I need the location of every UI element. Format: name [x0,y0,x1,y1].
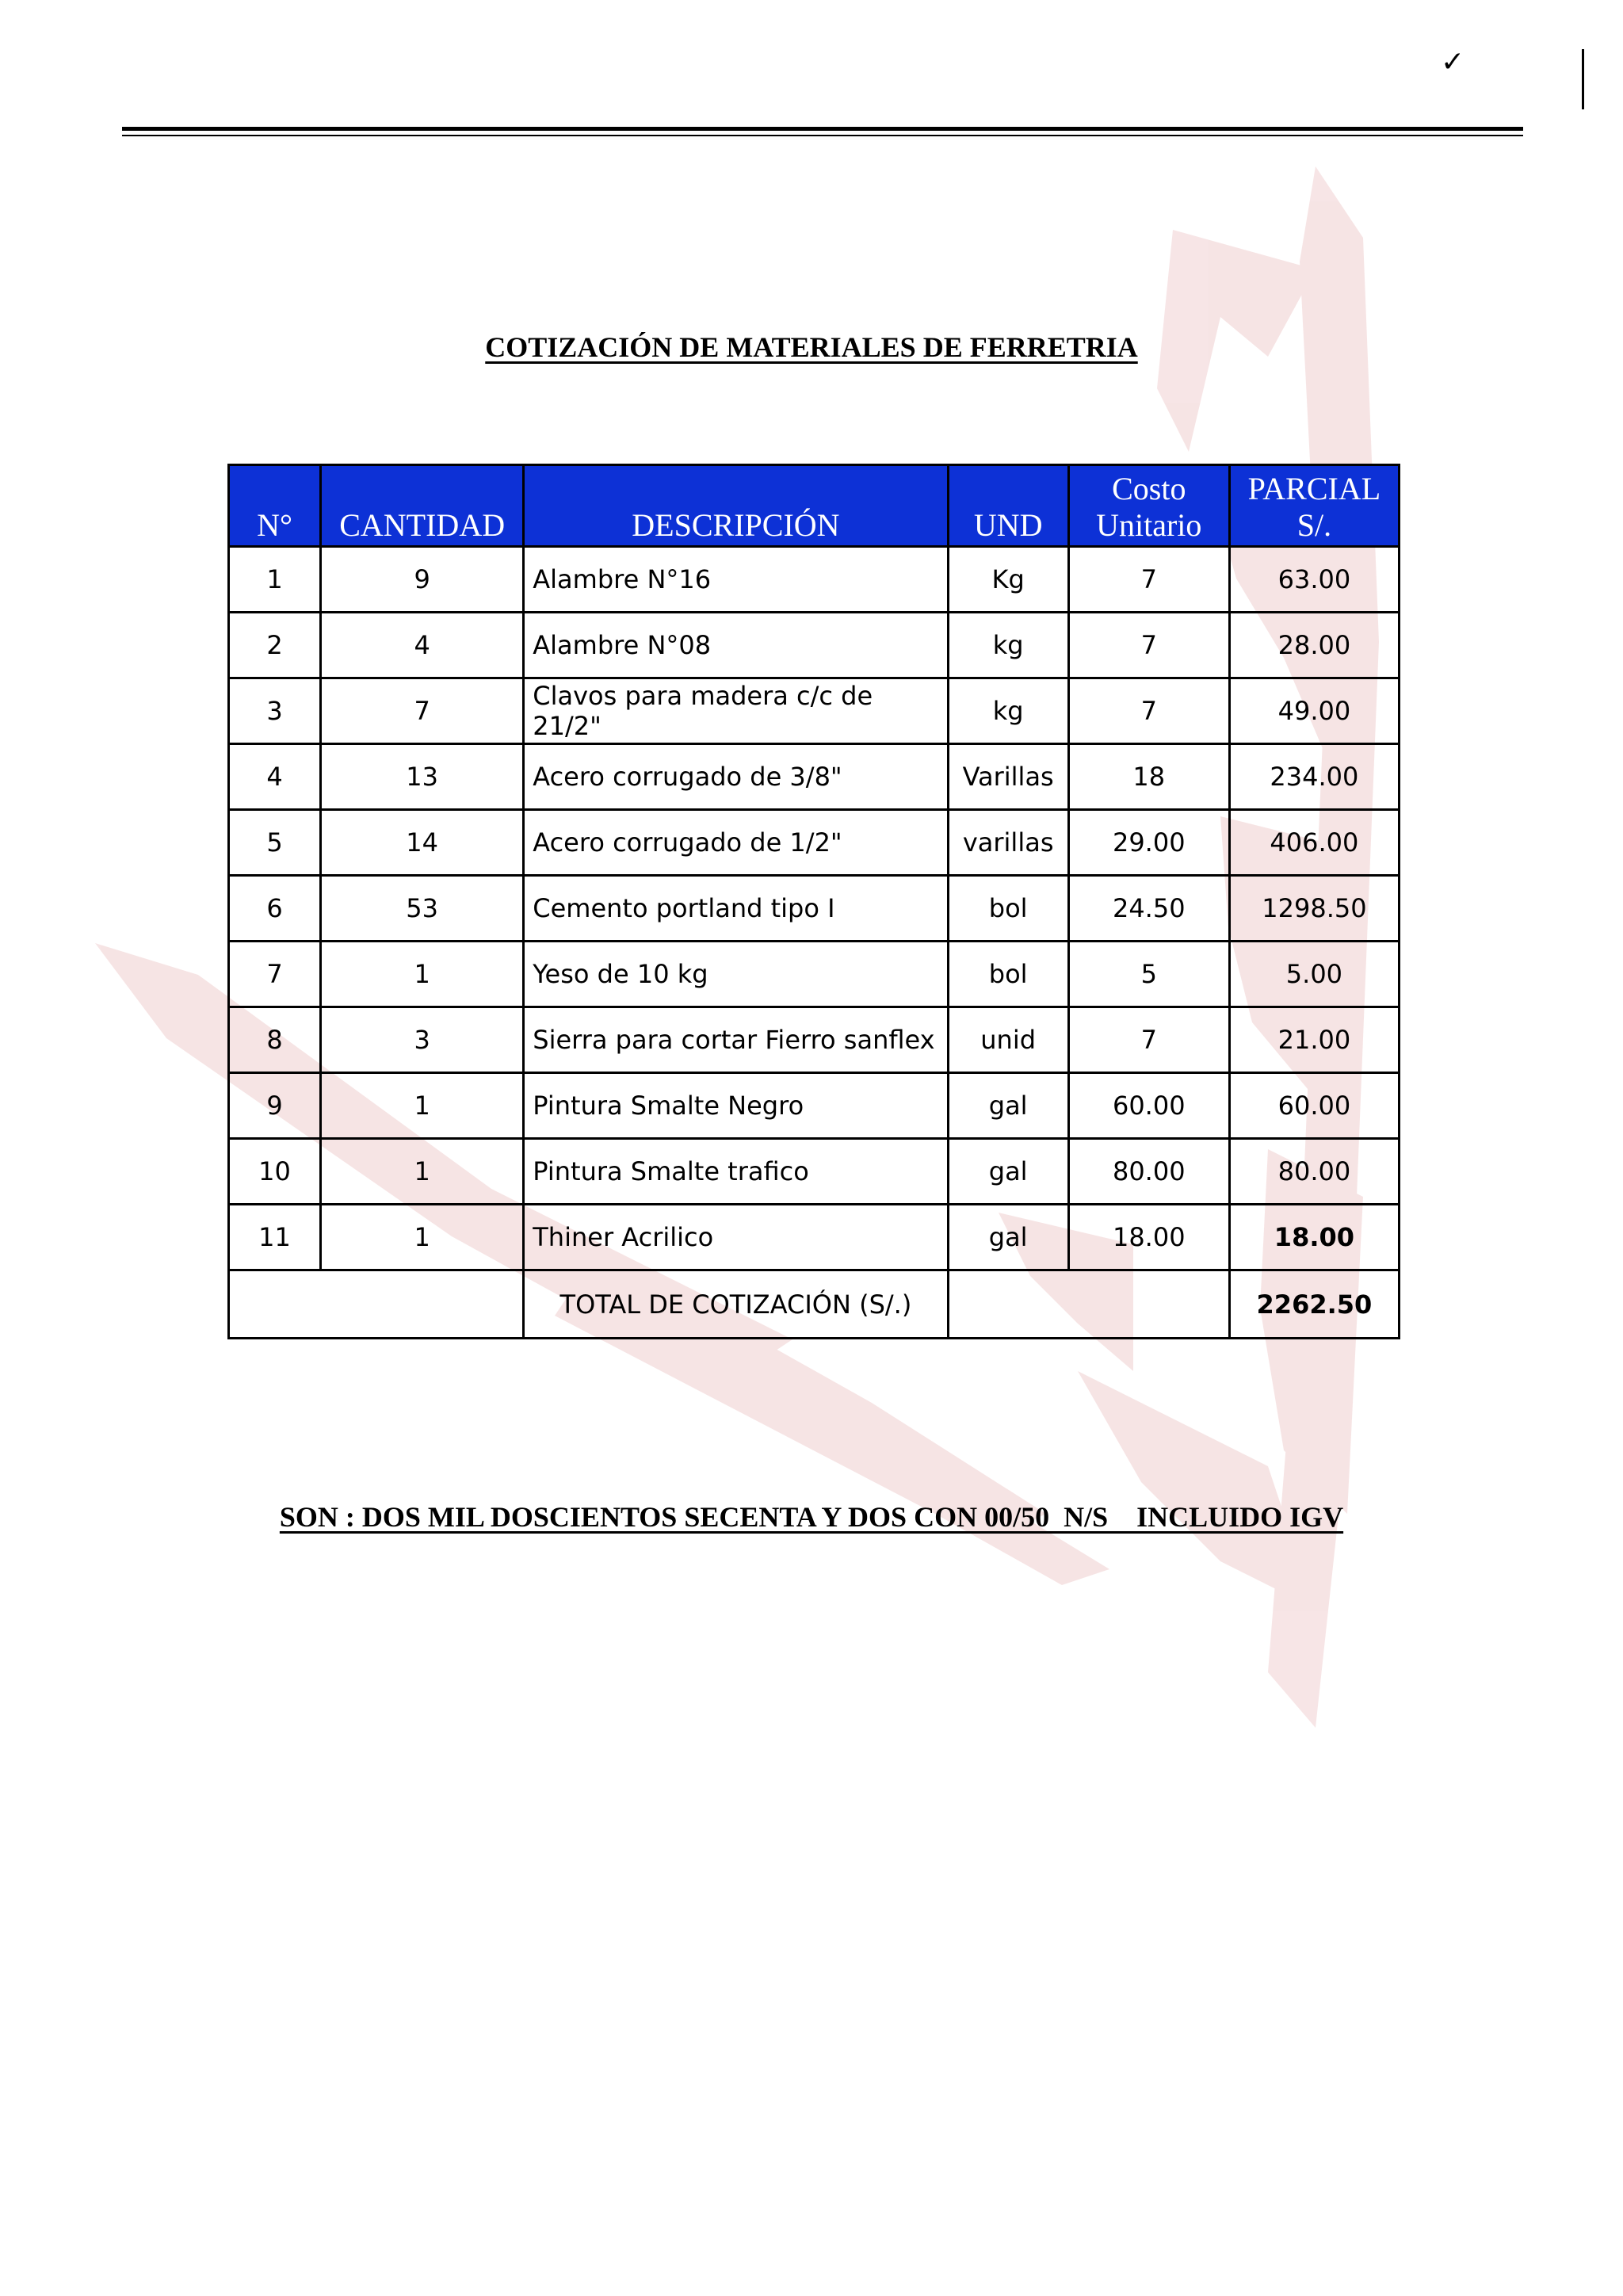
cell-costo: 29.00 [1068,810,1229,876]
cell-parcial: 80.00 [1229,1139,1399,1205]
table-row [229,810,1400,876]
cell-und: Varillas [948,744,1068,810]
cell-descripcion: Alambre N°08 [524,613,948,678]
cell-n: 1 [229,547,321,613]
cell-parcial: 21.00 [1229,1007,1399,1073]
header-parcial-line1: PARCIAL [1247,471,1381,506]
cell-descripcion: Thiner Acrilico [524,1205,948,1270]
cell-und: varillas [948,810,1068,876]
cell-cantidad: 4 [321,613,524,678]
table-row [229,613,1400,678]
cell-n: 7 [229,942,321,1007]
header-cantidad: CANTIDAD [321,465,524,547]
header-descripcion: DESCRIPCIÓN [524,465,948,547]
header-costo-line2: Unitario [1096,507,1202,543]
checkmark-icon: ✓ [1441,46,1465,78]
cell-parcial: 18.00 [1229,1205,1399,1270]
cell-cantidad: 1 [321,1073,524,1139]
cell-costo: 80.00 [1068,1139,1229,1205]
cell-parcial: 234.00 [1229,744,1399,810]
cell-cantidad: 7 [321,678,524,744]
cell-parcial: 406.00 [1229,810,1399,876]
cell-descripcion: Acero corrugado de 3/8" [524,744,948,810]
table-row [229,1205,1400,1270]
cell-n: 6 [229,876,321,942]
cell-costo: 18.00 [1068,1205,1229,1270]
table-header-row [229,465,1400,547]
cell-cantidad: 1 [321,1205,524,1270]
cell-cantidad: 3 [321,1007,524,1073]
cell-parcial: 49.00 [1229,678,1399,744]
cell-descripcion: Cemento portland tipo I [524,876,948,942]
cell-costo: 7 [1068,613,1229,678]
table-row [229,1007,1400,1073]
margin-bar [1582,49,1584,109]
cell-parcial: 60.00 [1229,1073,1399,1139]
cell-cantidad: 9 [321,547,524,613]
cell-parcial: 28.00 [1229,613,1399,678]
cell-n: 4 [229,744,321,810]
cell-und: kg [948,678,1068,744]
header-und: UND [948,465,1068,547]
cell-n: 11 [229,1205,321,1270]
cell-costo: 7 [1068,1007,1229,1073]
cell-und: gal [948,1073,1068,1139]
total-empty-cell [948,1270,1229,1339]
header-parcial [1229,465,1399,547]
table-row [229,1073,1400,1139]
cell-costo: 24.50 [1068,876,1229,942]
cell-n: 3 [229,678,321,744]
table-row [229,744,1400,810]
cell-descripcion: Pintura Smalte Negro [524,1073,948,1139]
header-rule-thick [122,127,1523,131]
table-row [229,942,1400,1007]
cell-descripcion: Acero corrugado de 1/2" [524,810,948,876]
quotation-table [227,464,1400,1339]
header-costo-line1: Costo [1112,471,1186,506]
total-row [229,1270,1400,1339]
cell-costo: 60.00 [1068,1073,1229,1139]
cell-und: bol [948,942,1068,1007]
cell-costo: 7 [1068,678,1229,744]
cell-n: 10 [229,1139,321,1205]
document-title: COTIZACIÓN DE MATERIALES DE FERRETRIA [485,331,1138,363]
cell-descripcion: Alambre N°16 [524,547,948,613]
cell-n: 2 [229,613,321,678]
cell-costo: 7 [1068,547,1229,613]
cell-und: unid [948,1007,1068,1073]
cell-n: 5 [229,810,321,876]
cell-und: gal [948,1205,1068,1270]
cell-und: kg [948,613,1068,678]
cell-cantidad: 1 [321,942,524,1007]
cell-parcial: 63.00 [1229,547,1399,613]
cell-costo: 18 [1068,744,1229,810]
cell-parcial: 5.00 [1229,942,1399,1007]
cell-cantidad: 13 [321,744,524,810]
cell-descripcion: Pintura Smalte trafico [524,1139,948,1205]
cell-costo: 5 [1068,942,1229,1007]
total-label: TOTAL DE COTIZACIÓN (S/.) [524,1270,948,1339]
header-n: N° [229,465,321,547]
cell-parcial: 1298.50 [1229,876,1399,942]
amount-in-words: SON : DOS MIL DOSCIENTOS SECENTA Y DOS CON 00/50 N/S INCLUIDO IGV [279,1501,1344,1533]
cell-cantidad: 53 [321,876,524,942]
cell-und: gal [948,1139,1068,1205]
cell-und: Kg [948,547,1068,613]
table-row [229,1139,1400,1205]
cell-n: 8 [229,1007,321,1073]
total-value: 2262.50 [1229,1270,1399,1339]
cell-descripcion: Clavos para madera c/c de 21/2" [524,678,948,744]
total-spacer-cell [229,1270,524,1339]
table-row [229,876,1400,942]
header-parcial-line2: S/. [1296,507,1332,543]
cell-n: 9 [229,1073,321,1139]
cell-descripcion: Yeso de 10 kg [524,942,948,1007]
cell-und: bol [948,876,1068,942]
cell-cantidad: 1 [321,1139,524,1205]
cell-descripcion: Sierra para cortar Fierro sanflex [524,1007,948,1073]
header-rule-thin [122,135,1523,136]
table-row [229,547,1400,613]
cell-cantidad: 14 [321,810,524,876]
header-costo-unitario [1068,465,1229,547]
table-row [229,678,1400,744]
